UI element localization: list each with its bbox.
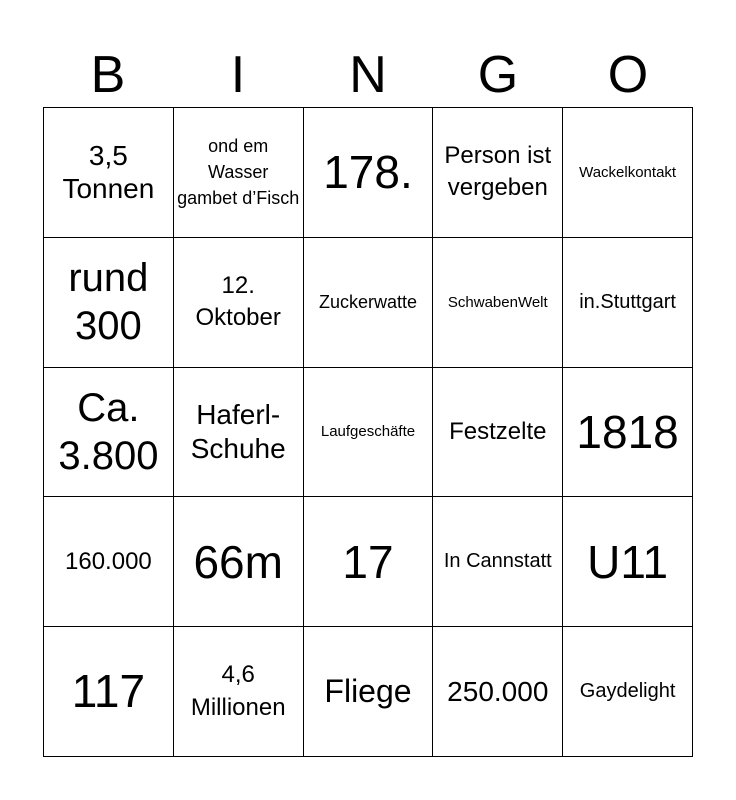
- header-letter-o: O: [607, 46, 649, 104]
- bingo-cell-r1-c2[interactable]: ond em Wasser gambet d’Fisch: [174, 108, 304, 238]
- bingo-cell-r5-c3[interactable]: Fliege: [304, 627, 434, 757]
- bingo-cell-r5-c5[interactable]: Gaydelight: [563, 627, 693, 757]
- bingo-cell-r2-c4[interactable]: SchwabenWelt: [433, 238, 563, 368]
- bingo-board: [43, 107, 693, 757]
- bingo-cell-r3-c4[interactable]: Festzelte: [433, 368, 563, 498]
- bingo-cell-r2-c1[interactable]: rund 300: [44, 238, 174, 368]
- bingo-cell-r4-c4[interactable]: In Cannstatt: [433, 497, 563, 627]
- bingo-cell-r3-c3[interactable]: Laufgeschäfte: [304, 368, 434, 498]
- bingo-cell-r4-c5[interactable]: U11: [563, 497, 693, 627]
- bingo-cell-r2-c5[interactable]: in.Stuttgart: [563, 238, 693, 368]
- bingo-cell-r1-c1[interactable]: 3,5 Tonnen: [44, 108, 174, 238]
- header-letter-b: B: [90, 46, 126, 104]
- bingo-cell-r4-c1[interactable]: 160.000: [44, 497, 174, 627]
- header-letter-n: N: [349, 46, 387, 104]
- bingo-cell-r3-c2[interactable]: Haferl-Schuhe: [174, 368, 304, 498]
- bingo-cell-r5-c4[interactable]: 250.000: [433, 627, 563, 757]
- header-letter-g: G: [477, 46, 519, 104]
- bingo-cell-r3-c1[interactable]: Ca. 3.800: [44, 368, 174, 498]
- bingo-cell-r4-c3[interactable]: 17: [304, 497, 434, 627]
- bingo-cell-r2-c2[interactable]: 12. Oktober: [174, 238, 304, 368]
- bingo-cell-r1-c3[interactable]: 178.: [304, 108, 434, 238]
- bingo-cell-r5-c2[interactable]: 4,6 Millionen: [174, 627, 304, 757]
- bingo-cell-r3-c5[interactable]: 1818: [563, 368, 693, 498]
- bingo-cell-r5-c1[interactable]: 117: [44, 627, 174, 757]
- bingo-header: [43, 42, 693, 108]
- bingo-cell-r1-c5[interactable]: Wackelkontakt: [563, 108, 693, 238]
- bingo-cell-r1-c4[interactable]: Person ist vergeben: [433, 108, 563, 238]
- header-letter-i: I: [230, 46, 246, 104]
- bingo-cell-r4-c2[interactable]: 66m: [174, 497, 304, 627]
- bingo-cell-r2-c3[interactable]: Zuckerwatte: [304, 238, 434, 368]
